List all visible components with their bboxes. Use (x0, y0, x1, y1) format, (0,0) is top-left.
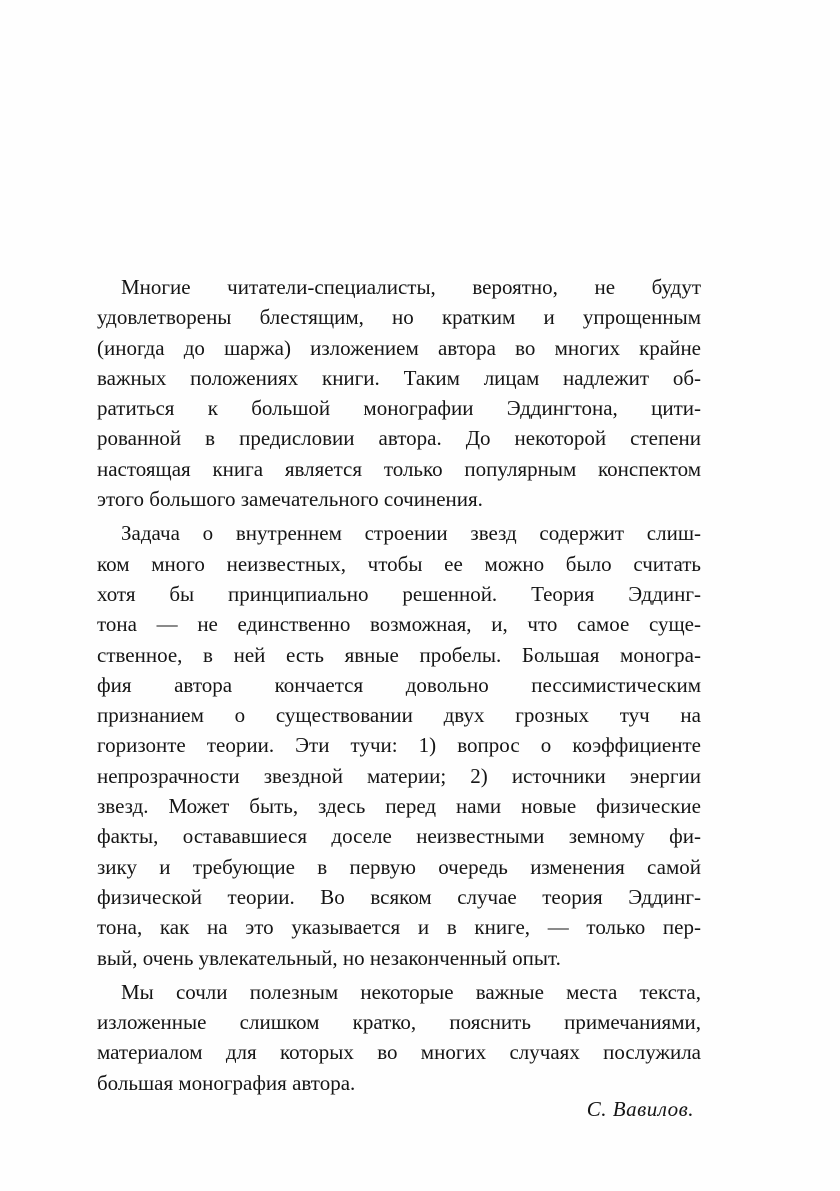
paragraph-1 (97, 272, 701, 514)
text-line: ратиться к большой монографии Эддингтона, цити- (97, 396, 701, 421)
text-line: ственное, в ней есть явные пробелы. Большая моногра- (97, 642, 701, 667)
text-line: большая монография автора. (97, 1070, 356, 1095)
paragraph-3 (97, 977, 701, 1098)
text-line: рованной в предисловии автора. До некоторой степени (97, 426, 701, 451)
text-line: настоящая книга является только популярным конспектом (97, 456, 701, 481)
text-line: фия автора кончается довольно пессимистическим (97, 672, 701, 697)
text-line: Мы сочли полезным некоторые важные места текста, (121, 979, 701, 1004)
text-line: хотя бы принципиально решенной. Теория Эддинг- (97, 581, 701, 606)
text-line: изложенные слишком кратко, пояснить примечаниями, (97, 1010, 701, 1035)
text-line: важных положениях книги. Таким лицам надлежит об- (97, 365, 701, 390)
text-line: материалом для которых во многих случаях послужила (97, 1040, 701, 1065)
text-line: тона — не единственно возможная, и, что самое суще- (97, 612, 701, 637)
text-line: этого большого замечательного сочинения. (97, 487, 483, 512)
text-line: вый, очень увлекательный, но незаконченный опыт. (97, 945, 561, 970)
text-line: непрозрачности звездной материи; 2) источники энергии (97, 763, 701, 788)
text-line: Задача о внутреннем строении звезд содержит слиш- (121, 521, 701, 546)
text-line: зику и требующие в первую очередь изменения самой (97, 854, 701, 879)
text-line: горизонте теории. Эти тучи: 1) вопрос о коэффициенте (97, 733, 701, 758)
text-line: звезд. Может быть, здесь перед нами новые физические (97, 794, 701, 819)
text-line: физической теории. Во всяком случае теория Эддинг- (97, 884, 701, 909)
signature: С. Вавилов. (586, 1097, 694, 1121)
text-line: Многие читатели-специалисты, вероятно, не будут (121, 275, 701, 299)
text-line: (иногда до шаржа) изложением автора во многих крайне (97, 335, 701, 360)
paragraph-2 (97, 518, 701, 972)
text-line: тона, как на это указывается и в книге, — только пер- (97, 915, 701, 940)
text-line: удовлетворены блестящим, но кратким и упрощенным (97, 305, 701, 330)
text-line: признанием о существовании двух грозных туч на (97, 703, 701, 728)
text-line: ком много неизвестных, чтобы ее можно было считать (97, 551, 701, 576)
body-text (97, 272, 701, 1098)
text-line: факты, остававшиеся доселе неизвестными земному фи- (97, 824, 701, 849)
